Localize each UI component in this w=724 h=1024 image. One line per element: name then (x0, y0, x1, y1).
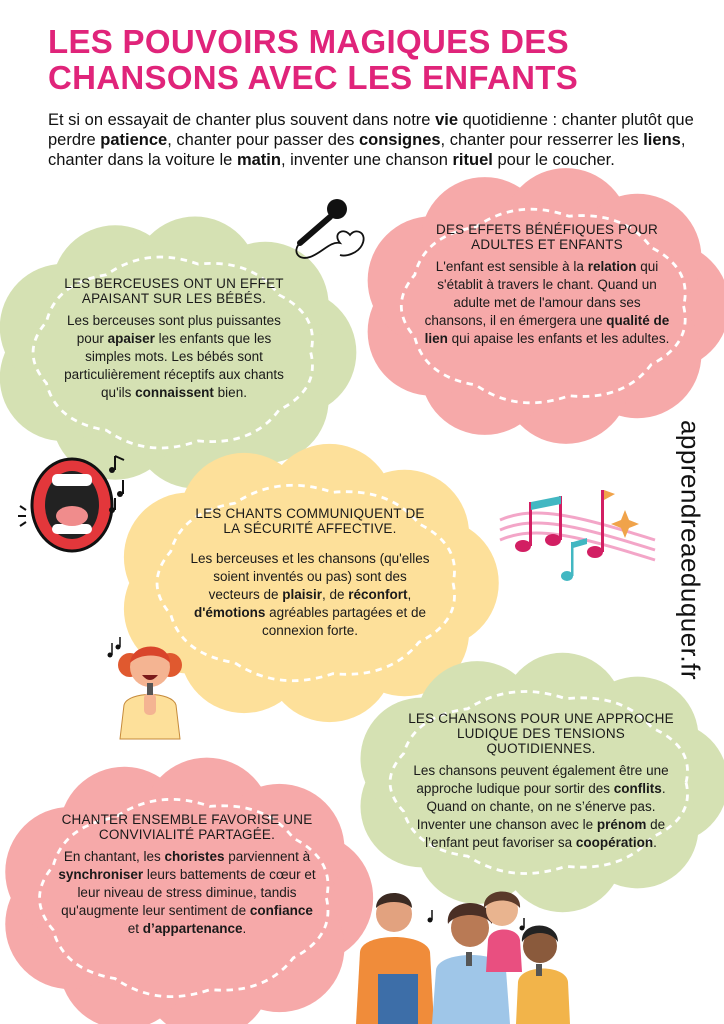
website-label: apprendreaeduquer.fr (675, 419, 706, 681)
card-ensemble (18, 782, 353, 1014)
card-ludique (368, 675, 713, 890)
music-notes-icon (495, 480, 660, 590)
card-heading: CHANTER ENSEMBLE FAVORISE UNE CONVIVIALITÉ PARTAGÉE. (61, 812, 313, 842)
microphone-heart-icon (288, 195, 370, 267)
intro-paragraph: Et si on essayait de chanter plus souvent dans notre vie quotidienne : chanter plutôt que perdre patience, chanter pour passer des consignes, chanter pour resserrer les liens, chanter dans la voiture le matin, inventer une chanson rituel pour le coucher. (48, 111, 694, 169)
card-effets (380, 192, 710, 420)
card-body: Les berceuses sont plus puissantes pour apaiser les enfants que les simples mots. Les bébés sont particulièrement réceptifs aux chants qu'ils connaissent bien. (64, 313, 284, 400)
family-singing-icon (352, 882, 572, 1024)
card-body: L'enfant est sensible à la relation qui s'établit à travers le chant. Quand un adulte met de l'amour dans ses chansons, il en émergera une qualité de lien qui apaise les enfants et les adultes. (424, 259, 670, 346)
card-heading: LES CHANTS COMMUNIQUENT DE LA SÉCURITÉ AFFECTIVE. (195, 506, 425, 536)
page-title: LES POUVOIRS MAGIQUES DES CHANSONS AVEC LES ENFANTS (48, 23, 579, 96)
card-body: Les chansons peuvent également être une approche ludique pour sortir des conflits. Quand on chante, on ne s’énerve pas. Inventer une chanson avec le prénom de l’enfant peut favoriser sa coopération. (413, 763, 669, 850)
card-berceuses (12, 240, 337, 465)
singing-girl-icon (100, 635, 190, 745)
card-body: En chantant, les choristes parviennent à synchroniser leurs battements de cœur et leur niveau de stress diminue, tandis qu'augmente leur sentiment de confiance et d’appartenance. (58, 849, 316, 936)
side-website (660, 400, 720, 700)
card-body: Les berceuses et les chansons (qu'elles soient inventés ou pas) sont des vecteurs de plaisir, de réconfort, d'émotions agréables partagées et de connexion forte. (190, 551, 430, 638)
card-heading: LES BERCEUSES ONT UN EFFET APAISANT SUR LES BÉBÉS. (64, 276, 284, 306)
card-heading: LES CHANSONS POUR UNE APPROCHE LUDIQUE DES TENSIONS QUOTIDIENNES. (408, 711, 674, 756)
singing-mouth-icon (14, 450, 134, 570)
card-heading: DES EFFETS BÉNÉFIQUES POUR ADULTES ET ENFANTS (436, 222, 658, 252)
